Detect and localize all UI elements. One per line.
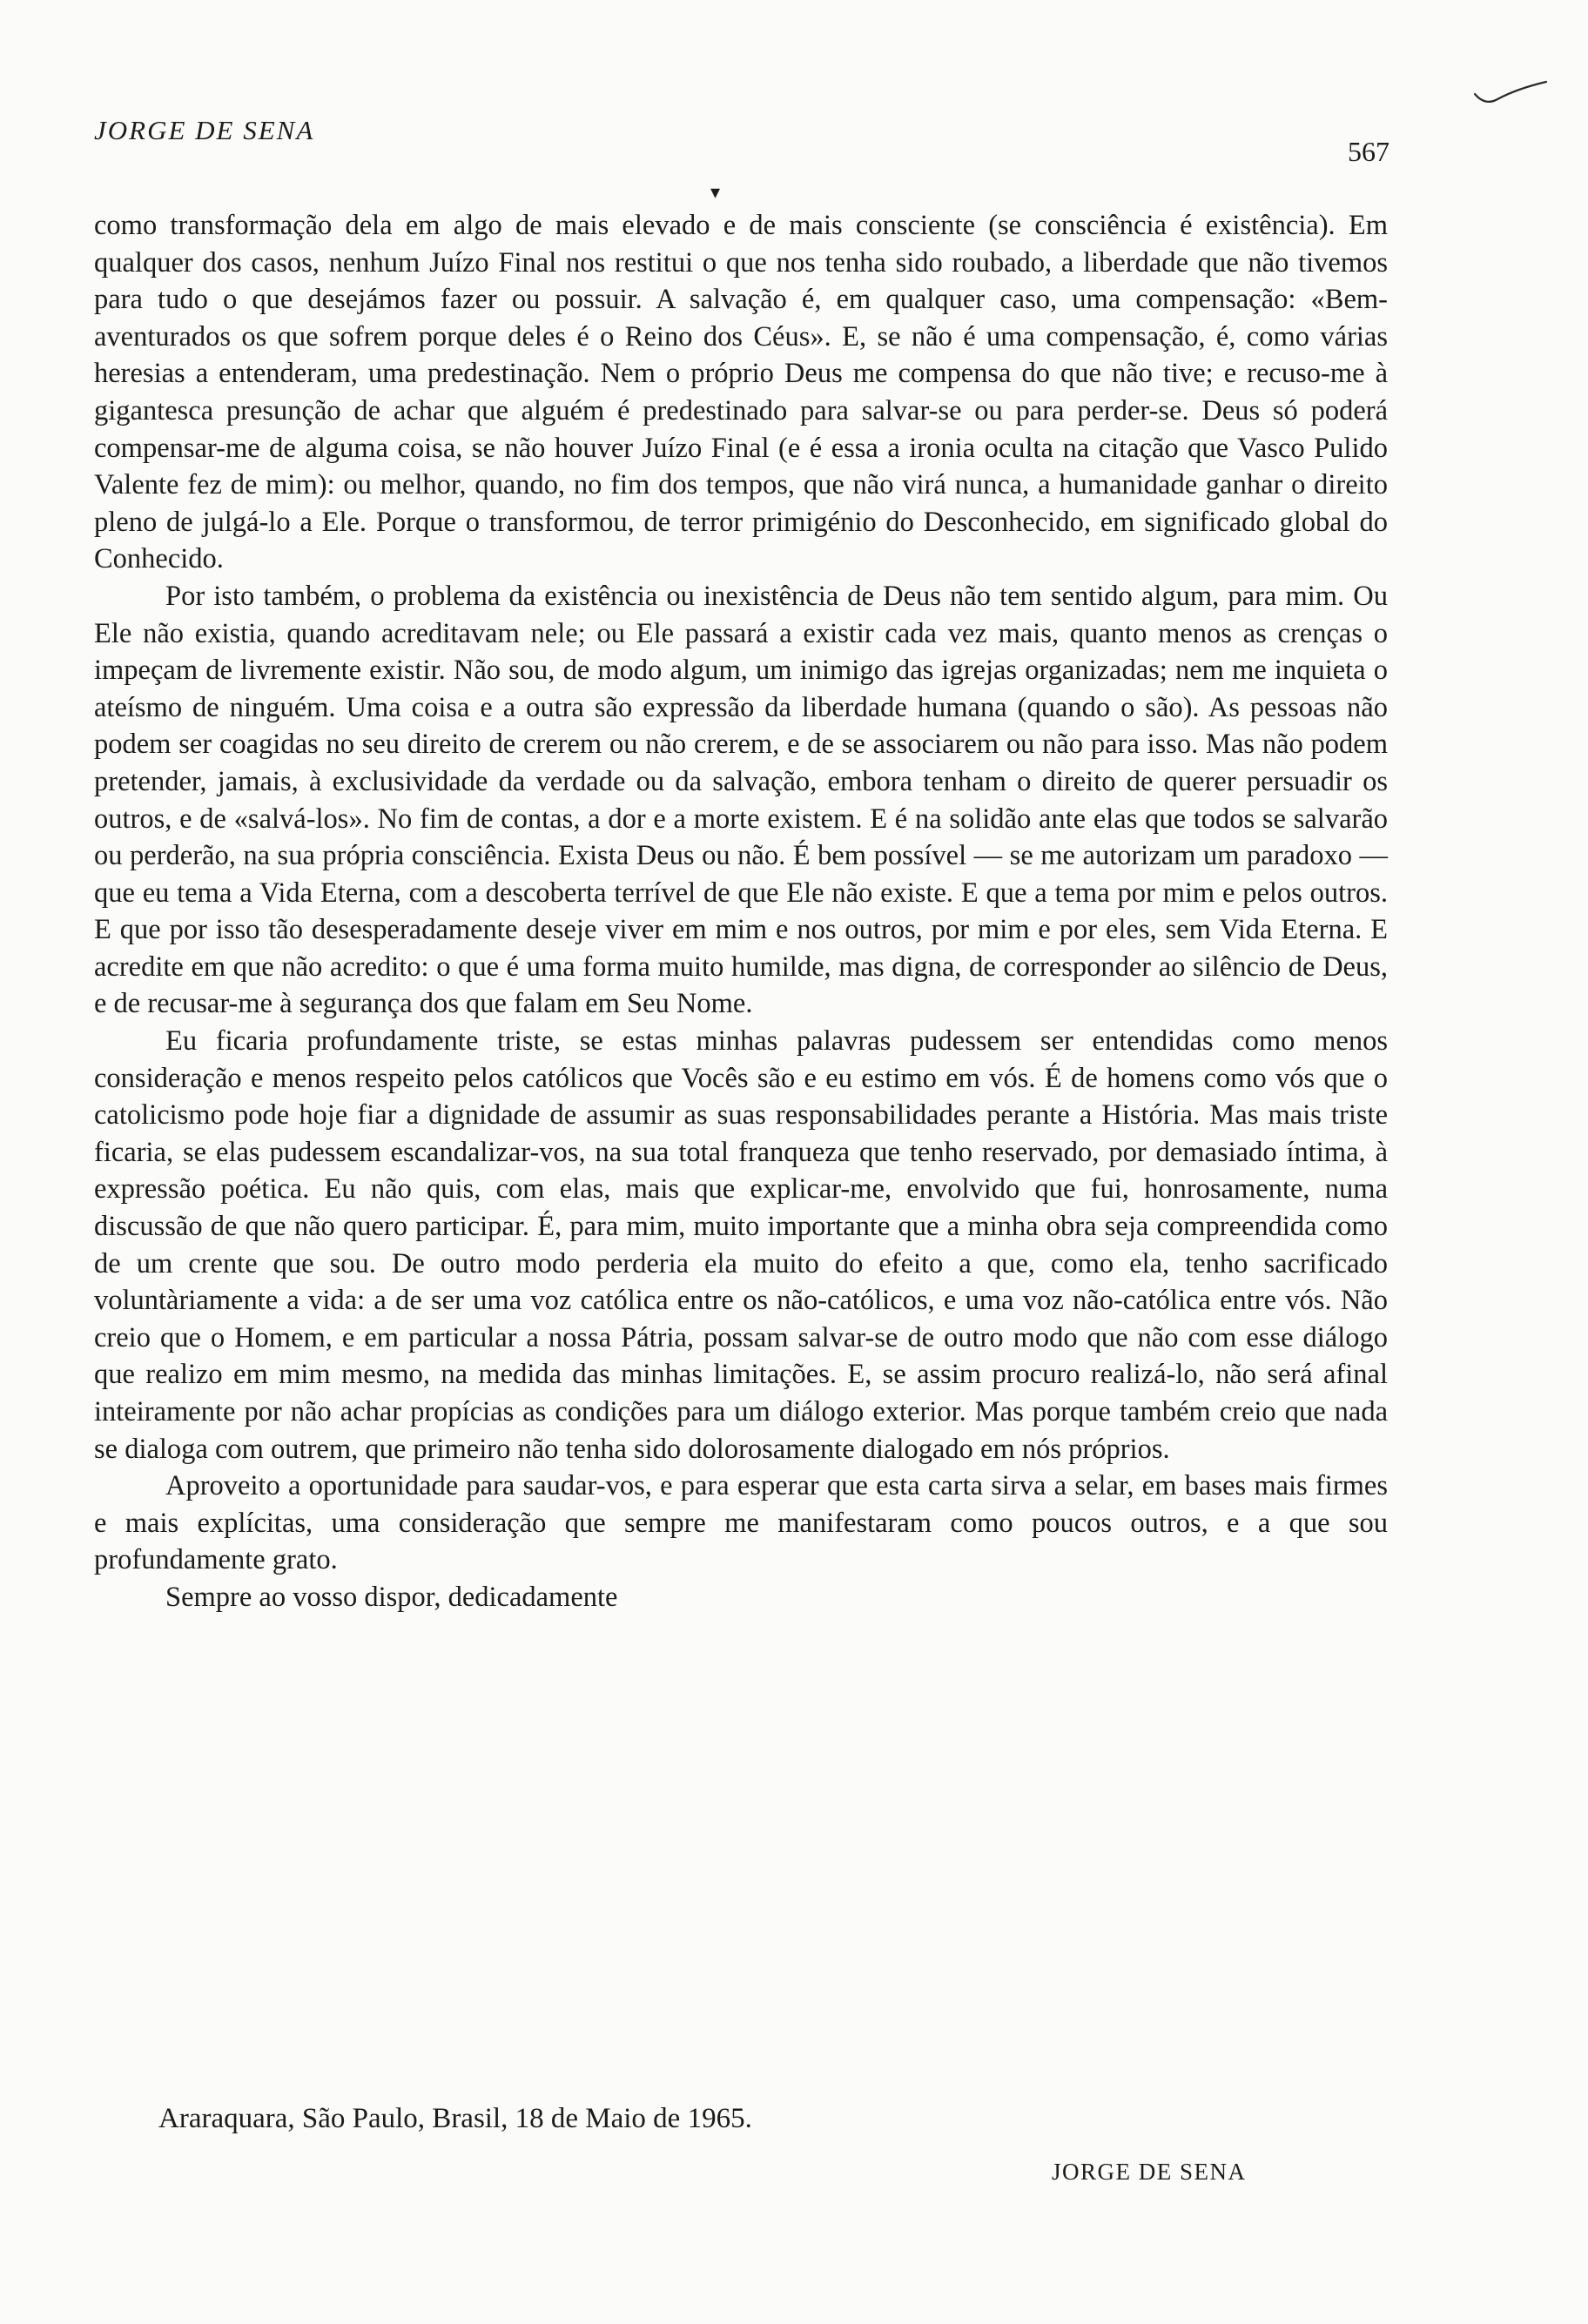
paragraph-4: Aproveito a oportunidade para saudar-vos, e para esperar que esta carta sirva a selar, em bases mais firmes e mais explícitas, uma consideração que sempre me manifestaram como poucos outros, e a que sou profundamente grato. <box>94 1470 1388 1576</box>
page-number: 567 <box>1348 136 1390 167</box>
paragraph-2: Por isto também, o problema da existência ou inexistência de Deus não tem sentido algum, para mim. Ou Ele não existia, quando acreditavam nele; ou Ele passará a existir cada vez mais, quanto menos as crenças o impeçam de livremente existir. Não sou, de modo algum, um inimigo das igrejas organizadas; nem me inquieta o ateísmo de ninguém. Uma coisa e a outra são expressão da liberdade humana (quando o são). As pessoas não podem ser coagidas no seu direito de crerem ou não crerem, e de se associarem ou não para isso. Mas não podem pretender, jamais, à exclusividade da verdade ou da salvação, embora tenham o direito de querer persuadir os outros, e de «salvá-los». No fim de contas, a dor e a morte existem. E é na solidão ante elas que todos se salvarão ou perderão, na sua própria consciência. Exista Deus ou não. É bem possível — se me autorizam um paradoxo — que eu tema a Vida Eterna, com a descoberta terrível de que Ele não existe. E que a tema por mim e pelos outros. E que por isso tão desesperadamente deseje viver em mim e nos outros, por mim e por eles, sem Vida Eterna. E acredite em que não acredito: o que é uma forma muito humilde, mas digna, de corresponder ao silêncio de Deus, e de recusar-me à segurança dos que falam em Seu Nome. <box>94 580 1388 1020</box>
signature: JORGE DE SENA <box>1052 2159 1247 2185</box>
check-mark-icon <box>1471 78 1550 113</box>
paragraph-3: Eu ficaria profundamente triste, se estas minhas palavras pudessem ser entendidas como menos consideração e menos respeito pelos católicos que Vocês são e eu estimo em vós. É de homens como vós que o catolicismo pode hoje fiar a dignidade de assumir as suas responsabilidades perante a História. Mas mais triste ficaria, se elas pudessem escandalizar-vos, na sua total franqueza que tenho reservado, por demasiado íntima, à expressão poética. Eu não quis, com elas, mais que explicar-me, envolvido que fui, honrosamente, numa discussão de que não quero participar. É, para mim, muito importante que a minha obra seja compreendida como de um crente que sou. De outro modo perderia ela muito do efeito a que, como ela, tenho sacrificado voluntàriamente a vida: a de ser uma voz católica entre os não-católicos, e uma voz não-católica entre vós. Não creio que o Homem, e em particular a nossa Pátria, possam salvar-se de outro modo que não com esse diálogo que realizo em mim mesmo, na medida das minhas limitações. E, se assim procuro realizá-lo, não será afinal inteiramente por não achar propícias as condições para um diálogo exterior. Mas porque também creio que nada se dialoga com outrem, que primeiro não tenha sido dolorosamente dialogado em nós próprios. <box>94 1025 1388 1465</box>
stray-mark: ▾ <box>710 181 721 203</box>
place-date: Araraquara, São Paulo, Brasil, 18 de Maio de 1965. <box>158 2103 752 2134</box>
paragraph-1: como transformação dela em algo de mais elevado e de mais consciente (se consciência é existência). Em qualquer dos casos, nenhum Juízo Final nos restitui o que nos tenha sido roubado, a liberdade que não tivemos para tudo o que desejámos fazer ou possuir. A salvação é, em qualquer caso, uma compensação: «Bem-aventurados os que sofrem porque deles é o Reino dos Céus». E, se não é uma compensação, é, como várias heresias a entenderam, uma predestinação. Nem o próprio Deus me compensa do que não tive; e recuso-me à gigantesca presunção de achar que alguém é predestinado para salvar-se ou para perder-se. Deus só poderá compensar-me de alguma coisa, se não houver Juízo Final (e é essa a ironia oculta na citação que Vasco Pulido Valente fez de mim): ou melhor, quando, no fim dos tempos, que não virá nunca, a humanidade ganhar o direito pleno de julgá-lo a Ele. Porque o transformou, de terror primigénio do Desconhecido, em significado global do Conhecido. <box>94 210 1388 575</box>
closing-line: Sempre ao vosso dispor, dedicadamente <box>165 1581 618 1613</box>
running-header-author: JORGE DE SENA <box>94 115 315 145</box>
letter-body <box>94 207 1388 1616</box>
